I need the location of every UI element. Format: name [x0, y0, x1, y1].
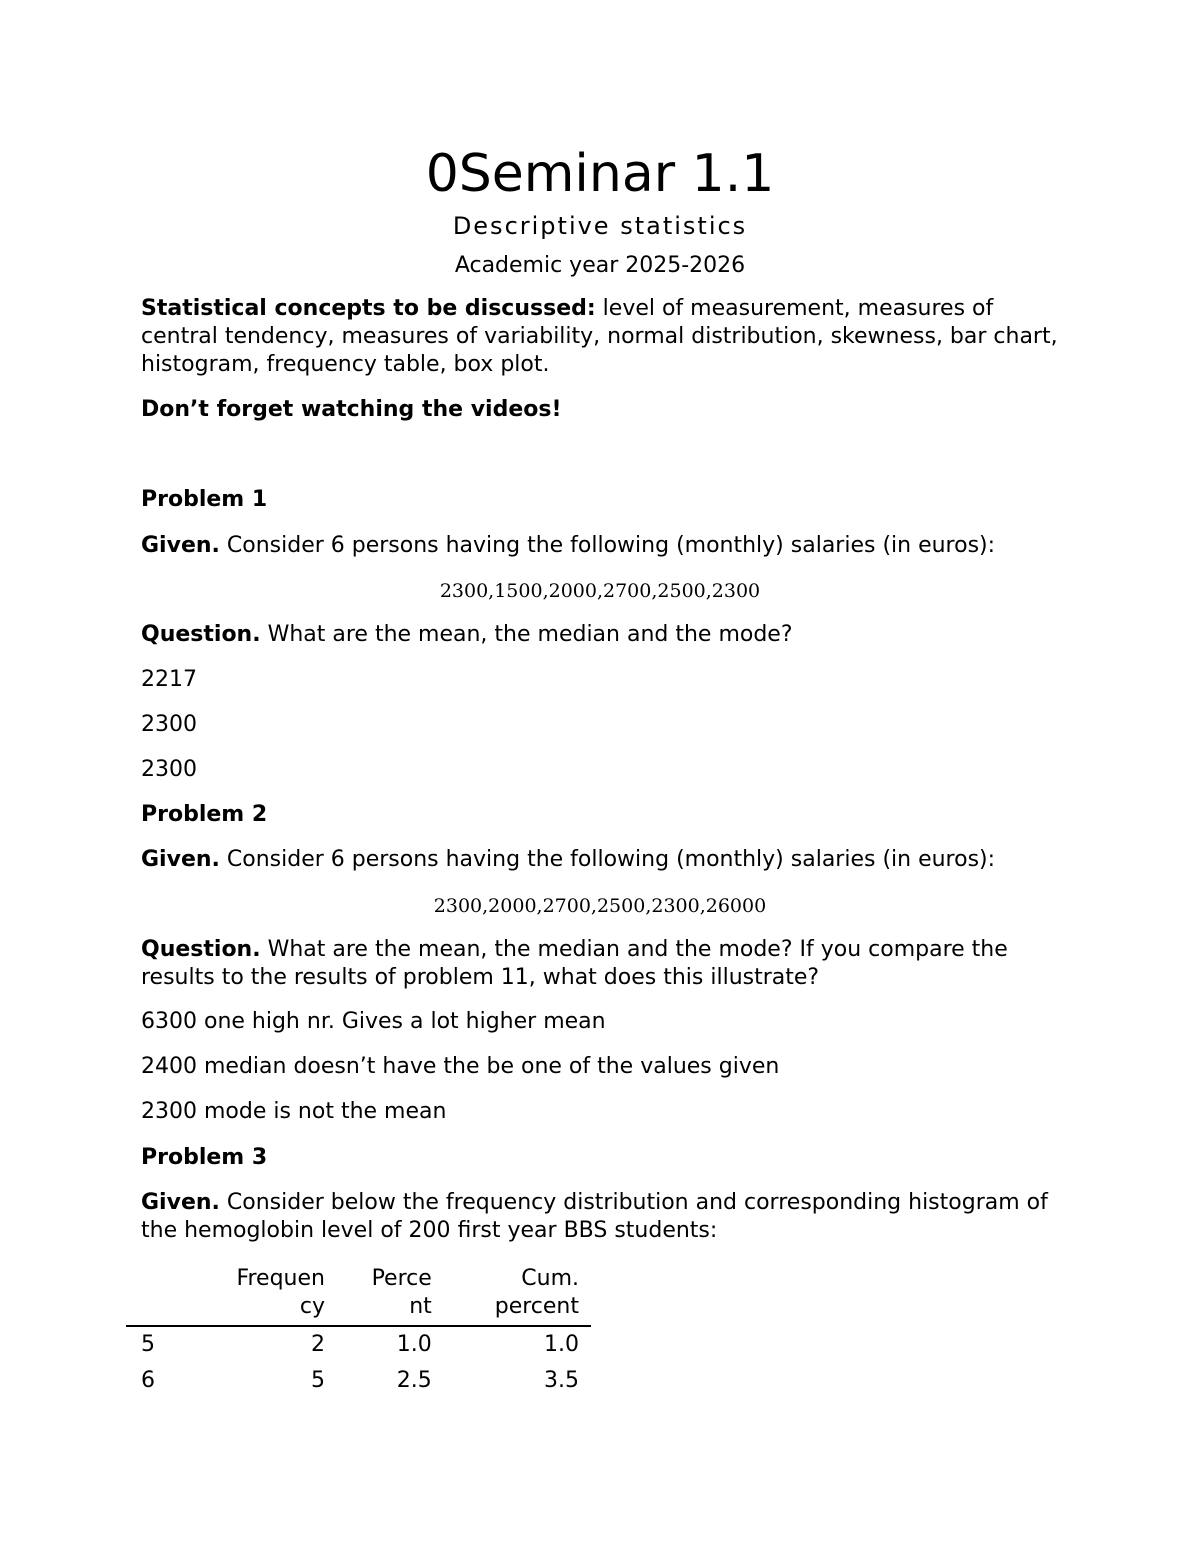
problem2-answer-mode: 2300 mode is not the mean	[141, 1099, 447, 1124]
problem2-question-label: Question.	[141, 937, 261, 962]
problem1-numbers: 2300,1500,2000,2700,2500,2300	[439, 580, 761, 602]
problem1-given-label: Given.	[141, 533, 220, 558]
concepts-text: level of measurement, measures of central tendency, measures of variability, normal distribution, skewness, bar chart, histogram, frequency table, box plot.	[141, 296, 1058, 377]
table-cell: 3.5	[544, 1368, 579, 1393]
table-header-cum-percent	[446, 1265, 591, 1326]
problem3-given	[141, 1189, 1071, 1245]
problem2-answer-mean: 6300 one high nr. Gives a lot higher mean	[141, 1009, 606, 1034]
header-percent-label: Perce nt	[371, 1266, 432, 1319]
table-header-percent	[339, 1265, 446, 1326]
header-frequency-label: Frequen cy	[236, 1266, 325, 1319]
problem2-question	[141, 936, 1071, 992]
academic-year: Academic year 2025-2026	[454, 253, 746, 278]
problem3-given-label: Given.	[141, 1190, 220, 1215]
table-header-cell	[126, 1265, 217, 1326]
page-subtitle: Descriptive statistics	[452, 212, 748, 240]
problem1-question-label: Question.	[141, 622, 261, 647]
frequency-table	[126, 1265, 591, 1399]
table-cell: 5	[141, 1332, 155, 1357]
problem2-given-text: Consider 6 persons having the following (monthly) salaries (in euros):	[219, 847, 996, 872]
table-cell: 1.0	[396, 1332, 432, 1357]
table-cell: 6	[141, 1368, 155, 1393]
table-cell: 1.0	[544, 1332, 579, 1357]
problem2-given	[141, 846, 1071, 874]
problem2-numbers: 2300,2000,2700,2500,2300,26000	[433, 895, 767, 917]
problem1-answer-median: 2300	[141, 712, 197, 737]
problem2-question-text: What are the mean, the median and the mode? If you compare the results to the results of problem 11, what does this illustrate?	[141, 937, 1008, 990]
problem1-question	[141, 621, 1071, 649]
problem3-heading: Problem 3	[141, 1145, 268, 1170]
problem1-answer-mean: 2217	[141, 667, 197, 692]
table-row	[126, 1326, 591, 1363]
page-title: 0Seminar 1.1	[425, 144, 775, 204]
table-row	[126, 1363, 591, 1399]
table-cell: 5	[310, 1368, 325, 1393]
problem1-given-text: Consider 6 persons having the following (monthly) salaries (in euros):	[219, 533, 996, 558]
problem2-given-label: Given.	[141, 847, 220, 872]
problem1-answer-mode: 2300	[141, 757, 197, 782]
problem2-heading: Problem 2	[141, 802, 268, 827]
problem1-given	[141, 532, 1071, 560]
concepts-paragraph	[141, 295, 1071, 379]
table-header-row	[126, 1265, 591, 1326]
problem1-heading: Problem 1	[141, 487, 268, 512]
table-header-frequency	[217, 1265, 339, 1326]
header-cum-percent-label: Cum. percent	[494, 1266, 579, 1319]
table-cell: 2.5	[396, 1368, 432, 1393]
reminder-text: Don’t forget watching the videos!	[141, 397, 562, 422]
problem2-answer-median: 2400 median doesn’t have the be one of the values given	[141, 1054, 780, 1079]
concepts-label: Statistical concepts to be discussed:	[141, 296, 596, 321]
problem1-question-text: What are the mean, the median and the mode?	[260, 622, 793, 647]
problem3-given-text: Consider below the frequency distribution and corresponding histogram of the hemoglobin level of 200 first year BBS students:	[141, 1190, 1048, 1243]
table-cell: 2	[310, 1332, 325, 1357]
